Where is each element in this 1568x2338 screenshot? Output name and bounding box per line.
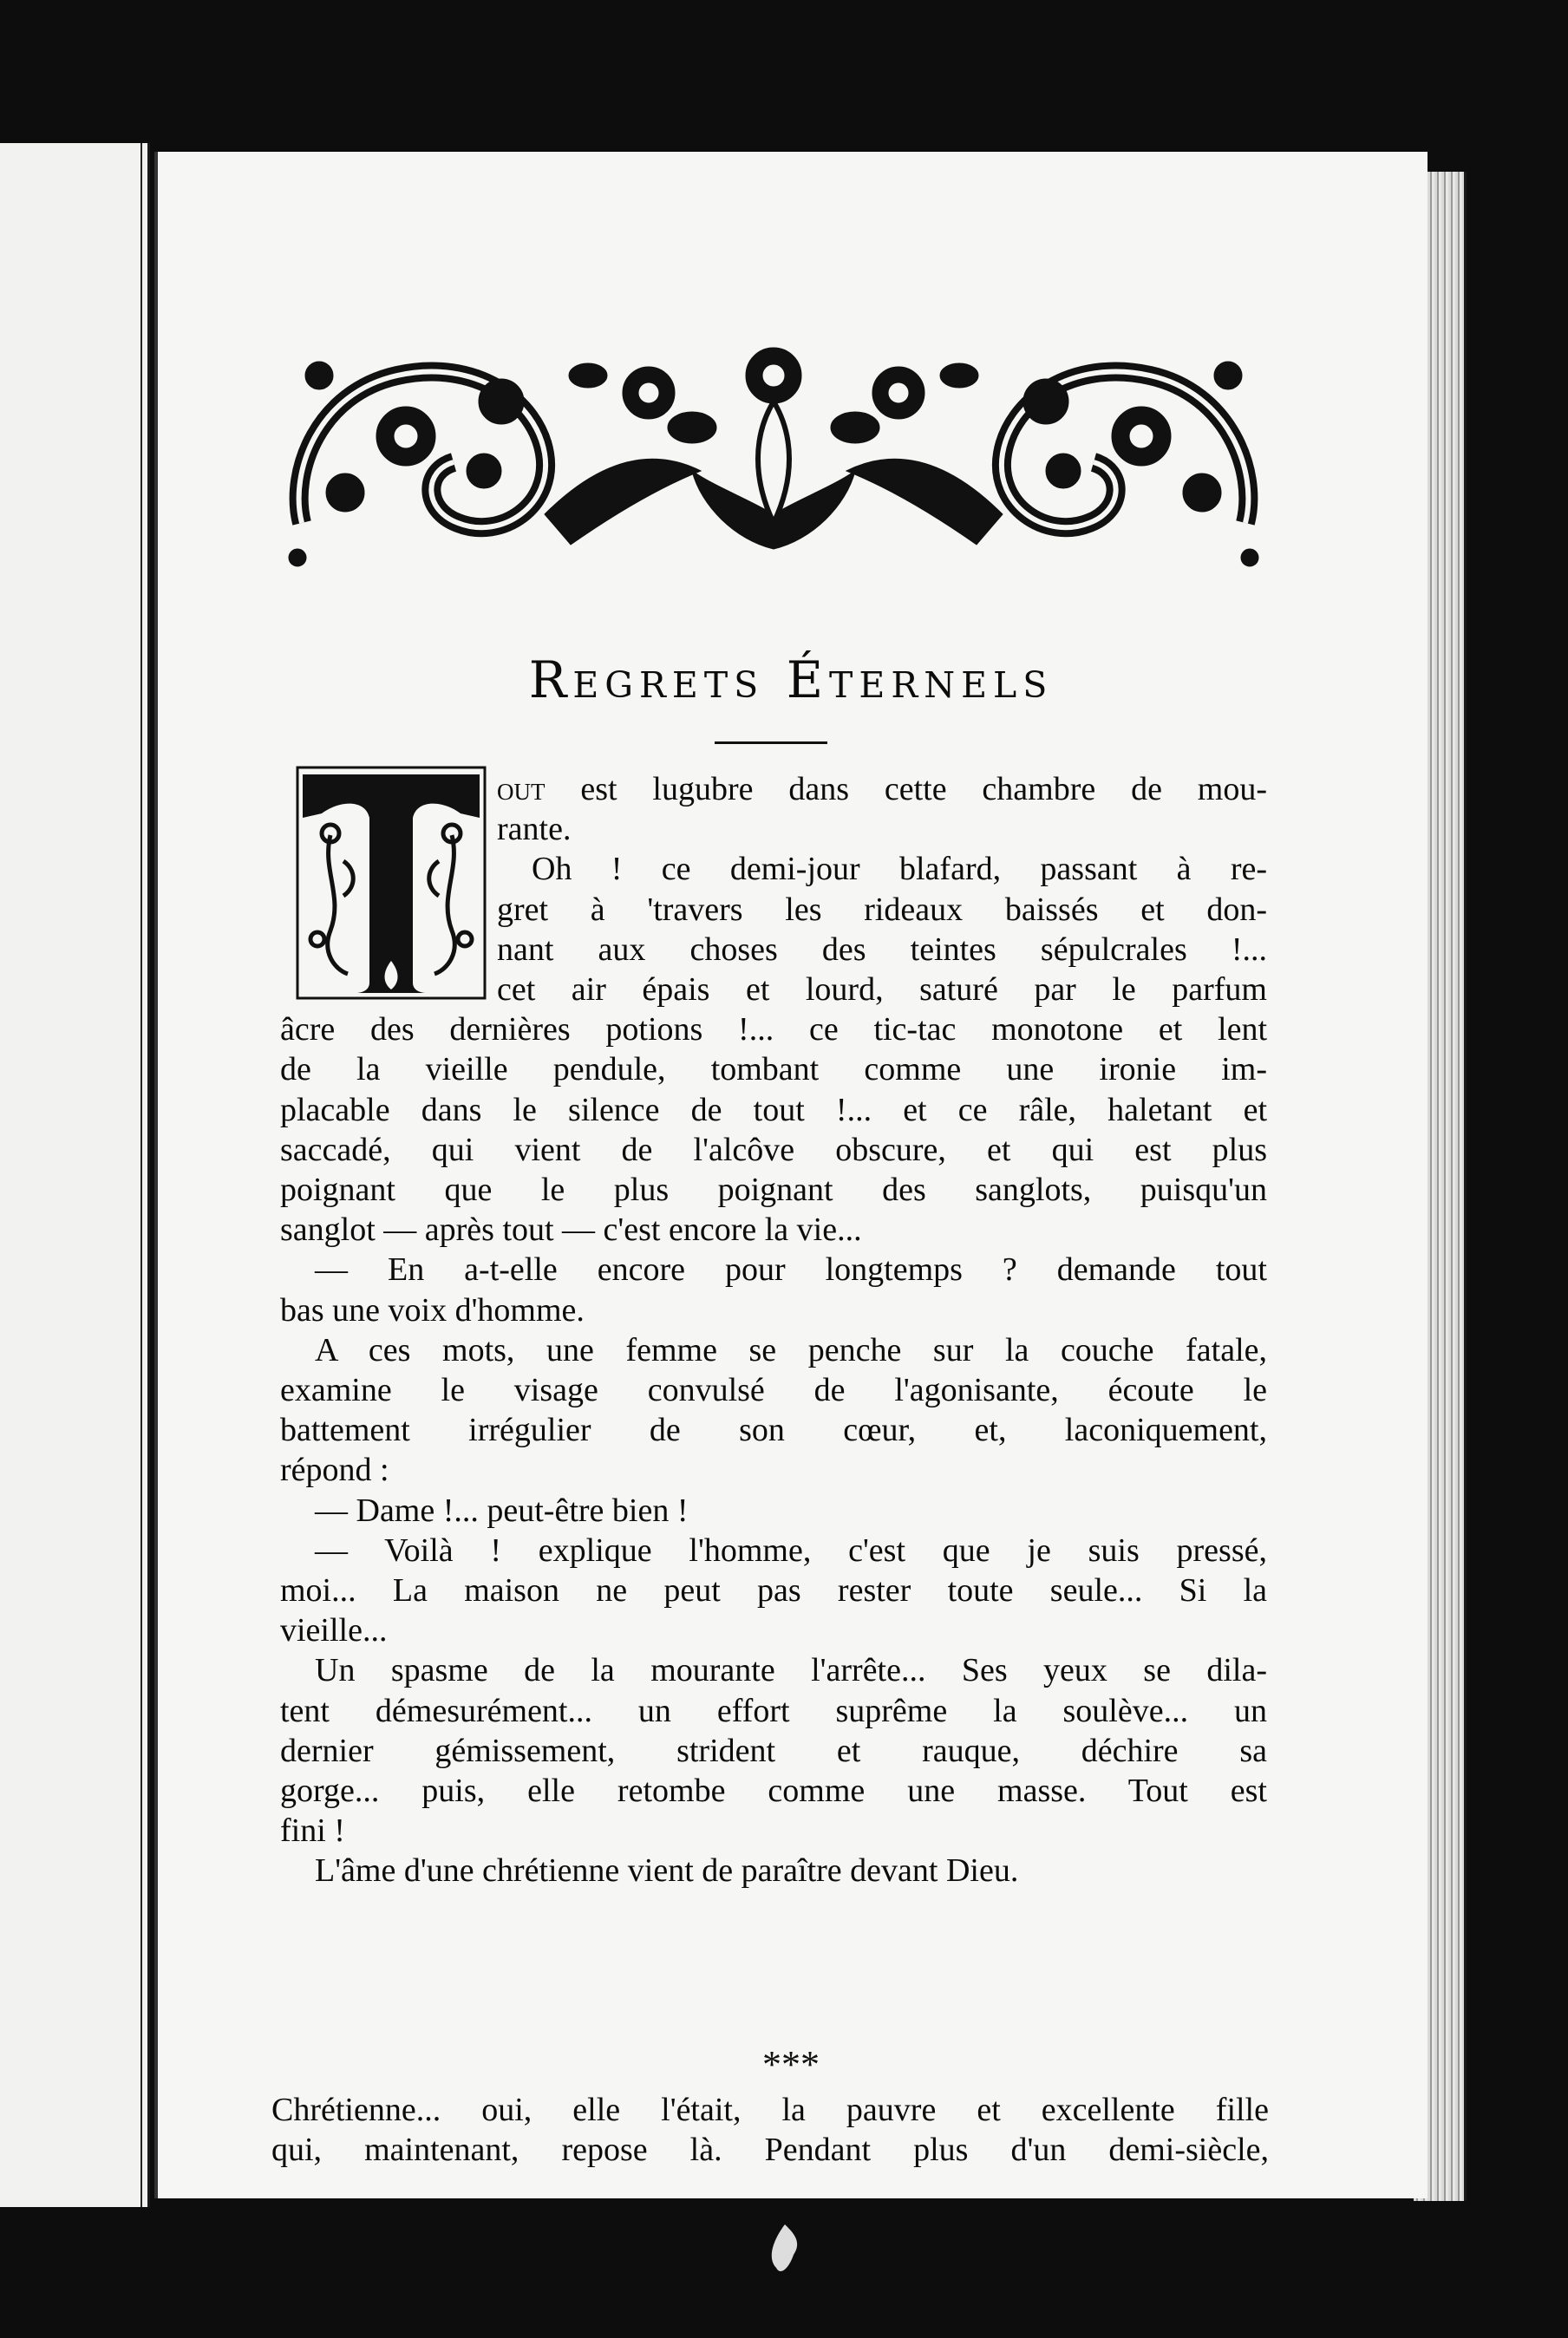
- text-line: battement irrégulier de son cœur, et, laconiquement,: [280, 1412, 1267, 1449]
- text-line: gorge... puis, elle retombe comme une masse. Tout est: [280, 1773, 1267, 1810]
- text-line: — En a-t-elle encore pour longtemps ? demande tout: [315, 1251, 1267, 1289]
- text-line: out est lugubre dans cette chambre de mou-: [497, 771, 1268, 807]
- text-line: rante.: [497, 811, 572, 848]
- section-break-asterism: ***: [762, 2043, 820, 2086]
- text-line: tent démesurément... un effort suprême la soulève... un: [280, 1692, 1267, 1729]
- text-line: examine le visage convulsé de l'agonisante, écoute le: [280, 1372, 1267, 1409]
- body-text-continued: [271, 2090, 1269, 2170]
- text-line: cet air épais et lourd, saturé par le parfum: [497, 971, 1267, 1009]
- text-line: L'âme d'une chrétienne vient de paraître devant Dieu.: [315, 1852, 1019, 1890]
- text-line: vieille...: [280, 1612, 388, 1649]
- text-line: — Dame !... peut-être bien !: [315, 1492, 689, 1529]
- text-line: poignant que le plus poignant des sanglots, puisqu'un: [280, 1172, 1267, 1209]
- text-line: fini !: [280, 1812, 345, 1850]
- book-page: [154, 152, 1428, 2198]
- text-line: saccadé, qui vient de l'alcôve obscure, et qui est plus: [280, 1131, 1267, 1168]
- left-facing-page: [0, 143, 150, 2207]
- text-line: répond :: [280, 1452, 389, 1489]
- title-rule: [715, 741, 827, 744]
- text-line: gret à 'travers les rideaux baissés et don-: [497, 891, 1267, 928]
- paper-smudge: [763, 2220, 807, 2281]
- gutter-line: [140, 143, 142, 2207]
- text-line: Un spasme de la mourante l'arrête... Ses yeux se dila-: [315, 1652, 1267, 1689]
- floral-headpiece-ornament: [284, 341, 1263, 568]
- text-line: A ces mots, une femme se penche sur la couche fatale,: [315, 1331, 1267, 1368]
- text-line: moi... La maison ne peut pas rester toute seule... Si la: [280, 1572, 1267, 1610]
- text-line: sanglot — après tout — c'est encore la vie...: [280, 1211, 862, 1249]
- chapter-title: Regrets Éternels: [528, 650, 1054, 709]
- text-line: — Voilà ! explique l'homme, c'est que je suis pressé,: [315, 1531, 1267, 1569]
- text-line: dernier gémissement, strident et rauque, déchire sa: [280, 1732, 1267, 1769]
- text-line: placable dans le silence de tout !... et ce râle, haletant et: [280, 1091, 1267, 1128]
- text-line: bas une voix d'homme.: [280, 1291, 585, 1329]
- text-line: qui, maintenant, repose là. Pendant plus d'un demi-siècle,: [271, 2132, 1269, 2168]
- text-line: Chrétienne... oui, elle l'était, la pauvre et excellente fille: [271, 2092, 1269, 2128]
- text-line: âcre des dernières potions !... ce tic-tac monotone et lent: [280, 1011, 1267, 1048]
- text-line: nant aux choses des teintes sépulcrales !...: [497, 931, 1267, 968]
- body-text: [280, 769, 1267, 1891]
- text-line: de la vieille pendule, tombant comme une ironie im-: [280, 1051, 1267, 1088]
- text-line: Oh ! ce demi-jour blafard, passant à re-: [532, 851, 1267, 888]
